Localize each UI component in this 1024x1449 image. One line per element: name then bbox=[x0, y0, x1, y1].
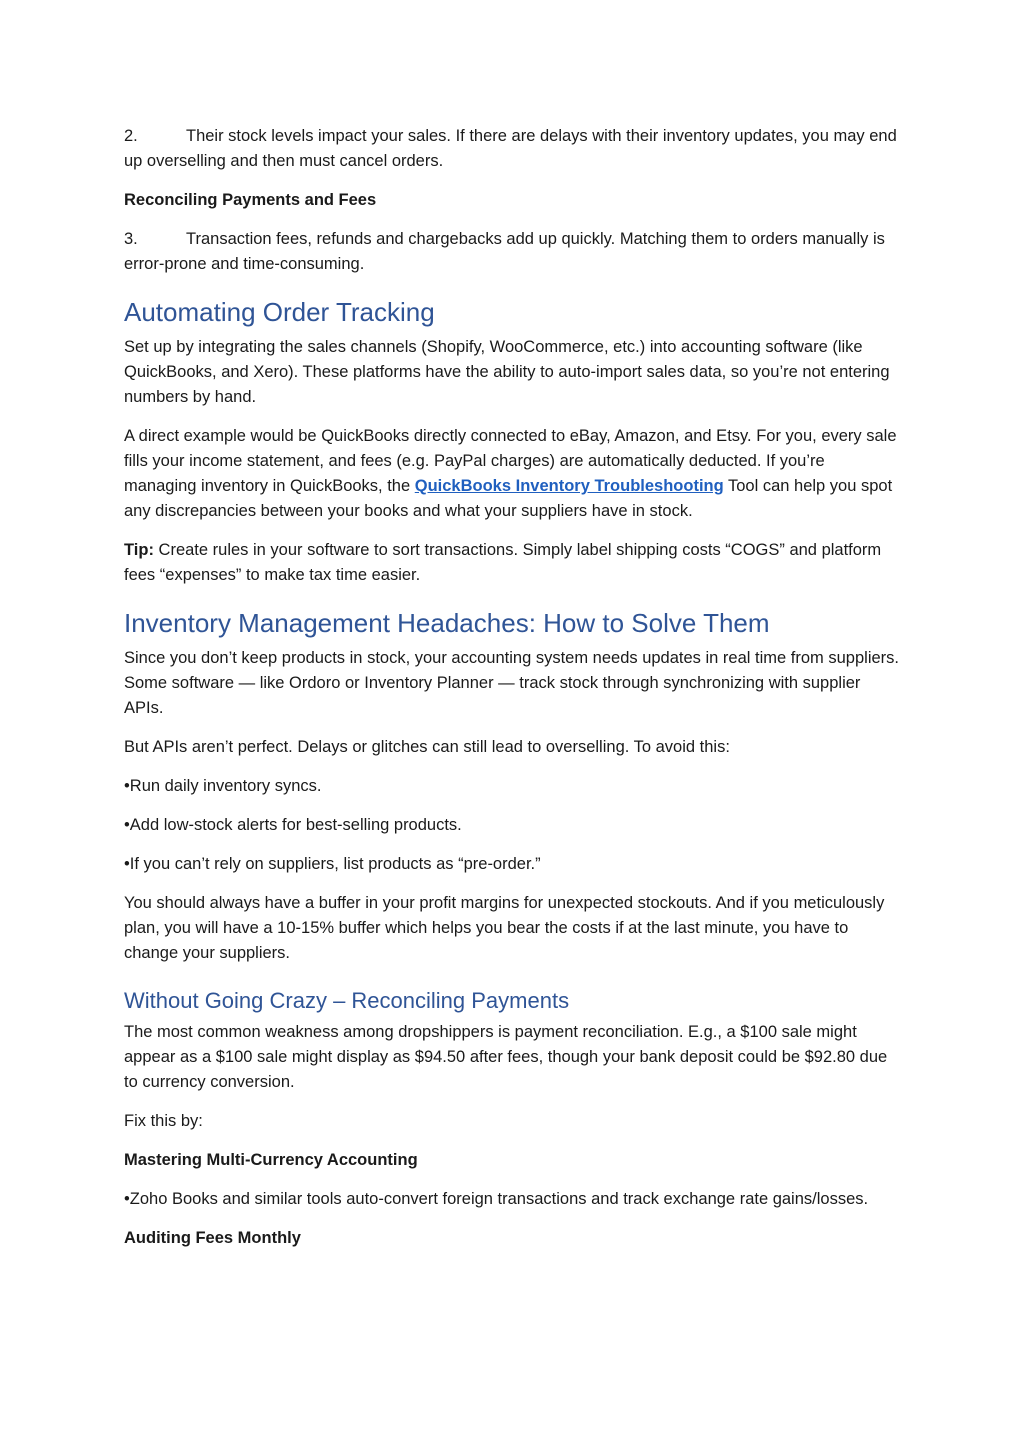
paragraph-text: Tool can help you spot any discrepancies between your books and what your suppliers have in stock. bbox=[124, 477, 893, 520]
tip-text: Create rules in your software to sort transactions. Simply label shipping costs “COGS” and platform fees “expenses” to make tax time easier. bbox=[124, 541, 882, 584]
inventory-paragraph-2: But APIs aren’t perfect. Delays or glitches can still lead to overselling. To avoid this: bbox=[124, 738, 730, 756]
automating-paragraph-1: Set up by integrating the sales channels (Shopify, WooCommerce, etc.) into accounting software (like QuickBooks, and Xero). These platforms have the ability to auto-import sales data, so you’re not entering numbers by hand. bbox=[124, 338, 890, 406]
document-page bbox=[124, 124, 900, 1265]
tip-label: Tip: bbox=[124, 541, 154, 559]
auditing-fees-heading: Auditing Fees Monthly bbox=[124, 1229, 301, 1247]
paragraph-text: A direct example would be QuickBooks directly connected to eBay, Amazon, and Etsy. For you, every sale fills your income statement, and fees (e.g. PayPal charges) are automatically deducted. If you’re managing inventory in QuickBooks, the bbox=[124, 427, 897, 495]
inventory-heading: Inventory Management Headaches: How to Solve Them bbox=[124, 608, 770, 638]
numbered-item-3 bbox=[124, 227, 900, 277]
reconcile-paragraph-1: The most common weakness among dropshippers is payment reconciliation. E.g., a $100 sale might appear as a $100 sale might display as $94.50 after fees, though your bank deposit could be $92.80 due to currency conversion. bbox=[124, 1023, 888, 1091]
bullet-item: • Run daily inventory syncs. bbox=[124, 774, 900, 799]
reconciling-heading: Reconciling Payments and Fees bbox=[124, 191, 377, 209]
tip-paragraph bbox=[124, 538, 900, 588]
automating-heading: Automating Order Tracking bbox=[124, 297, 435, 327]
numbered-item-2 bbox=[124, 124, 900, 174]
item-number: 2. bbox=[124, 127, 138, 145]
bullet-item: • Zoho Books and similar tools auto-convert foreign transactions and track exchange rate gains/losses. bbox=[124, 1187, 900, 1212]
item-text: Their stock levels impact your sales. If there are delays with their inventory updates, you may end up overselling and then must cancel orders. bbox=[124, 127, 897, 170]
inventory-paragraph-3: You should always have a buffer in your profit margins for unexpected stockouts. And if you meticulously plan, you will have a 10-15% buffer which helps you bear the costs if at the last minute, you have to change your suppliers. bbox=[124, 894, 885, 962]
automating-paragraph-2 bbox=[124, 424, 900, 524]
inventory-paragraph-1: Since you don’t keep products in stock, your accounting system needs updates in real time from suppliers. Some software — like Ordoro or Inventory Planner — track stock through synchronizing with supplier APIs. bbox=[124, 649, 899, 717]
multi-currency-heading: Mastering Multi-Currency Accounting bbox=[124, 1151, 418, 1169]
reconcile-paragraph-2: Fix this by: bbox=[124, 1112, 203, 1130]
bullet-item: • Add low-stock alerts for best-selling products. bbox=[124, 813, 900, 838]
item-text: Transaction fees, refunds and chargebacks add up quickly. Matching them to orders manually is error-prone and time-consuming. bbox=[124, 230, 885, 273]
bullet-item: • If you can’t rely on suppliers, list products as “pre-order.” bbox=[124, 852, 900, 877]
item-number: 3. bbox=[124, 230, 138, 248]
reconcile-heading: Without Going Crazy – Reconciling Payments bbox=[124, 988, 570, 1013]
quickbooks-troubleshooting-link[interactable]: QuickBooks Inventory Troubleshooting bbox=[414, 477, 724, 495]
